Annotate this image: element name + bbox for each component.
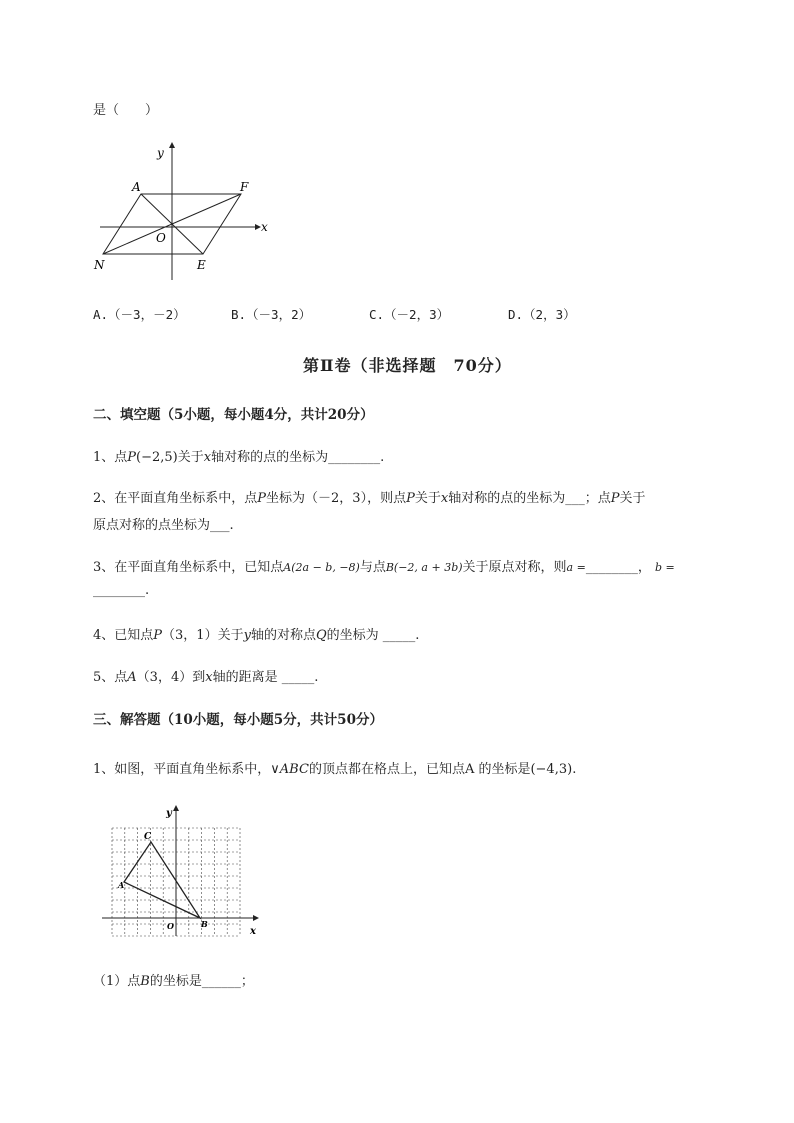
part2-heading: 二、填空题（5小题，每小题4分，共计20分） bbox=[93, 407, 374, 423]
label-y: y bbox=[157, 146, 164, 160]
solve-q1-sub1: （1）点B的坐标是______； bbox=[93, 974, 254, 989]
fill-q1: 1、点P(−2,5)关于x轴对称的点的坐标为________. bbox=[93, 450, 385, 465]
label-C: C bbox=[144, 832, 152, 842]
solve-q1: 1、如图，平面直角坐标系中，∨ABC的顶点都在格点上，已知点A 的坐标是(−4,3). bbox=[93, 762, 577, 777]
choice-b: B.（－3，2） bbox=[231, 307, 312, 322]
fill-q3-line2: ________. bbox=[93, 583, 150, 598]
label-x: x bbox=[261, 220, 268, 234]
choice-c: C.（－2，3） bbox=[369, 307, 450, 322]
label-E: E bbox=[197, 258, 206, 272]
choice-a: A.（－3，－2） bbox=[93, 307, 186, 322]
label-N: N bbox=[94, 258, 105, 272]
label-A: A bbox=[118, 880, 125, 890]
label-B: B bbox=[201, 919, 208, 929]
fill-q3-line1: 3、在平面直角坐标系中，已知点A(2a − b, −8)与点B(−2, a + 3b)关于原点对称，则a =________， b = bbox=[93, 560, 675, 575]
part3-heading: 三、解答题（10小题，每小题5分，共计50分） bbox=[93, 712, 383, 728]
choice-d: D.（2，3） bbox=[508, 307, 576, 322]
figure-grid-triangle bbox=[100, 802, 265, 942]
label-A: A bbox=[132, 180, 141, 194]
section-title: 第Ⅱ卷（非选择题 70分） bbox=[303, 356, 512, 375]
label-y: y bbox=[166, 808, 172, 819]
fill-q5: 5、点A（3，4）到x轴的距离是 _____. bbox=[93, 670, 319, 685]
label-F: F bbox=[240, 180, 249, 194]
label-x: x bbox=[250, 926, 256, 937]
label-O: O bbox=[156, 231, 166, 245]
fill-q4: 4、已知点P（3，1）关于y轴的对称点Q的坐标为 _____. bbox=[93, 628, 420, 643]
fill-q2-line2: 原点对称的点坐标为___. bbox=[93, 518, 234, 533]
figure-parallelogram bbox=[85, 138, 285, 288]
prev-question-tail: 是（ ） bbox=[93, 103, 159, 118]
label-O: O bbox=[167, 921, 174, 931]
fill-q2-line1: 2、在平面直角坐标系中，点P坐标为（－2，3），则点P关于x轴对称的点的坐标为___；点P关于 bbox=[93, 491, 646, 506]
